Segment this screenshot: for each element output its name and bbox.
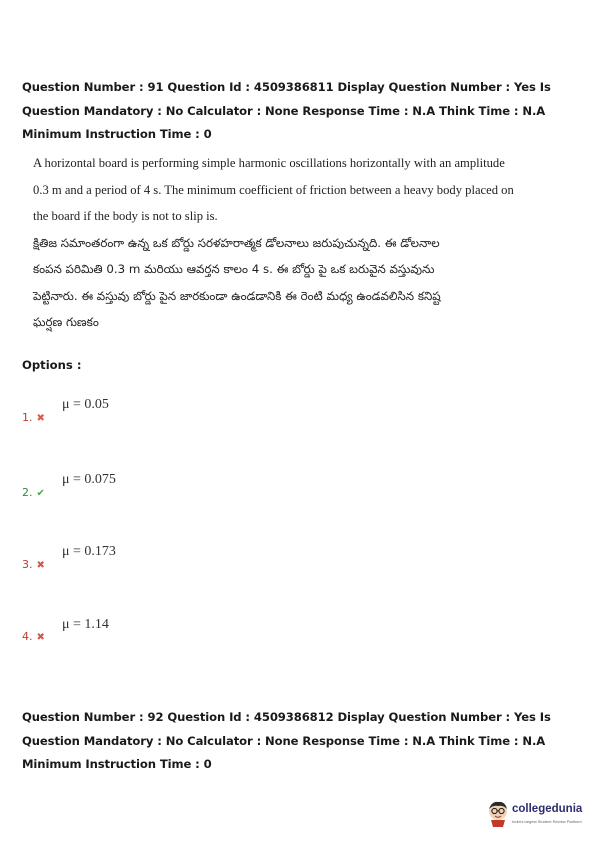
question-91-header: Question Number : 91 Question Id : 4509386811 Display Question Number : Yes Is Question Mandatory : No Calculator : None Response Time : N.A Think Time : N.A Minimum Instruction Time : 0 bbox=[22, 80, 551, 141]
option-3-value: μ = 0.173 bbox=[62, 544, 116, 559]
cross-icon: ✖ bbox=[36, 413, 45, 424]
logo-tagline: India's largest Student Review Platform bbox=[512, 819, 582, 824]
option-3-number bbox=[22, 558, 45, 571]
option-1-number bbox=[22, 411, 45, 424]
option-number: 1. bbox=[22, 411, 33, 424]
option-2-value: μ = 0.075 bbox=[62, 472, 116, 487]
cross-icon: ✖ bbox=[36, 560, 45, 571]
logo-name: collegedunia bbox=[512, 803, 583, 815]
option-4-number bbox=[22, 630, 45, 643]
question-telugu-line: ఘర్షణ గుణకం bbox=[33, 315, 99, 329]
option-number: 4. bbox=[22, 630, 33, 643]
question-91-text bbox=[33, 150, 514, 336]
option-1-value: μ = 0.05 bbox=[62, 397, 109, 412]
option-number: 3. bbox=[22, 558, 33, 571]
mascot-icon bbox=[486, 800, 510, 828]
collegedunia-logo bbox=[486, 800, 586, 832]
question-english-line: 0.3 m and a period of 4 s. The minimum coefficient of friction between a heavy body placed on bbox=[33, 182, 514, 197]
option-2-number bbox=[22, 486, 45, 499]
question-telugu-line: కంపన పరిమితి 0.3 m మరియు ఆవర్తన కాలం 4 s. ఈ బోర్డు పై ఒక బరువైన వస్తువును bbox=[33, 262, 435, 276]
question-telugu-line: క్షితిజ సమాంతరంగా ఉన్న ఒక బోర్డు సరళహరాత్మక డోలనాలు జరుపుచున్నది. ఈ డోలనాల bbox=[33, 235, 440, 250]
question-english-line: the board if the body is not to slip is. bbox=[33, 209, 218, 223]
options-label: Options : bbox=[22, 358, 82, 372]
option-number: 2. bbox=[22, 486, 33, 499]
option-4-value: μ = 1.14 bbox=[62, 617, 109, 632]
question-92-header: Question Number : 92 Question Id : 4509386812 Display Question Number : Yes Is Question Mandatory : No Calculator : None Response Time : N.A Think Time : N.A Minimum Instruction Time : 0 bbox=[22, 710, 551, 771]
check-icon: ✔ bbox=[36, 488, 45, 499]
cross-icon: ✖ bbox=[36, 632, 45, 643]
question-english-line: A horizontal board is performing simple harmonic oscillations horizontally with an amplitude bbox=[33, 156, 505, 170]
question-telugu-line: పెట్టినారు. ఈ వస్తువు బోర్డు పైన జారకుండా ఉండడానికి ఈ రెంటి మధ్య ఉండవలిసిన కనిష్ట bbox=[33, 288, 441, 303]
